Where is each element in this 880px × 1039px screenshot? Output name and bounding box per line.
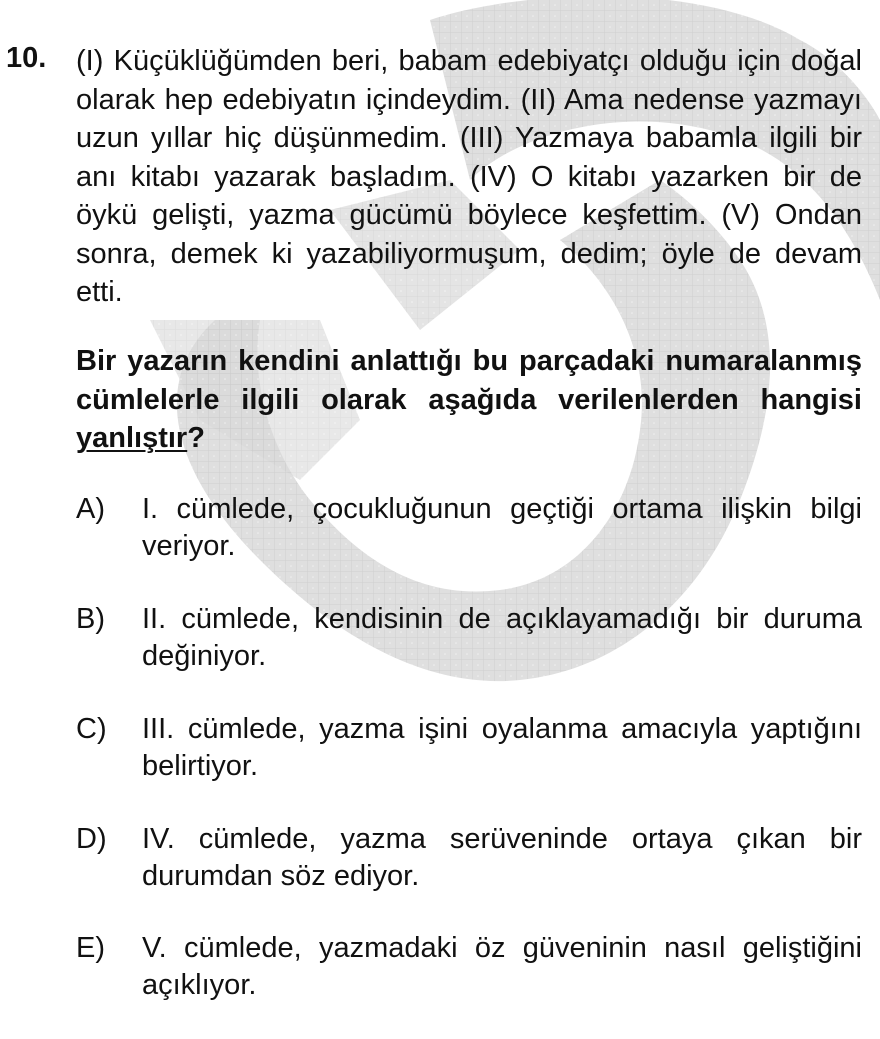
- option-b[interactable]: [76, 601, 862, 675]
- option-c[interactable]: [76, 711, 862, 785]
- option-text: IV. cümlede, yazma serüveninde ortaya çıkan bir durumdan söz ediyor.: [142, 823, 862, 892]
- question-number: 10.: [6, 42, 47, 74]
- prompt-text: Bir yazarın kendini anlattığı bu parçadaki numaralanmış cümlelerle ilgili olarak aşağıda verilenlerden hangisi: [76, 345, 862, 416]
- option-text: V. cümlede, yazmadaki öz güveninin nasıl geliştiğini açıklıyor.: [142, 932, 862, 1001]
- option-label: C): [76, 713, 107, 745]
- option-d[interactable]: [76, 821, 862, 895]
- option-a[interactable]: [76, 491, 862, 565]
- option-text: I. cümlede, çocukluğunun geçtiği ortama ilişkin bilgi veriyor.: [142, 493, 862, 562]
- question-prompt: [76, 342, 862, 458]
- option-e[interactable]: [76, 930, 862, 1004]
- prompt-underlined-word: yanlıştır: [76, 422, 188, 454]
- option-label: B): [76, 603, 105, 635]
- option-label: A): [76, 493, 105, 525]
- option-label: D): [76, 823, 107, 855]
- prompt-question-mark: ?: [187, 422, 205, 454]
- option-text: III. cümlede, yazma işini oyalanma amacıyla yaptığını belirtiyor.: [142, 713, 862, 782]
- option-label: E): [76, 932, 105, 964]
- option-text: II. cümlede, kendisinin de açıklayamadığı bir duruma değiniyor.: [142, 603, 862, 672]
- question-stem: (I) Küçüklüğümden beri, babam edebiyatçı olduğu için doğal olarak hep edebiyatın içindeydim. (II) Ama nedense yazmayı uzun yıllar hiç düşünmedim. (III) Yazmaya babamla ilgili bir anı kitabı yazarak başladım. (IV) O kitabı yazarken bir de öykü gelişti, yazma gücümü böylece keşfettim. (V) Ondan sonra, demek ki yazabiliyormuşum, dedim; öyle de devam etti.: [76, 45, 862, 308]
